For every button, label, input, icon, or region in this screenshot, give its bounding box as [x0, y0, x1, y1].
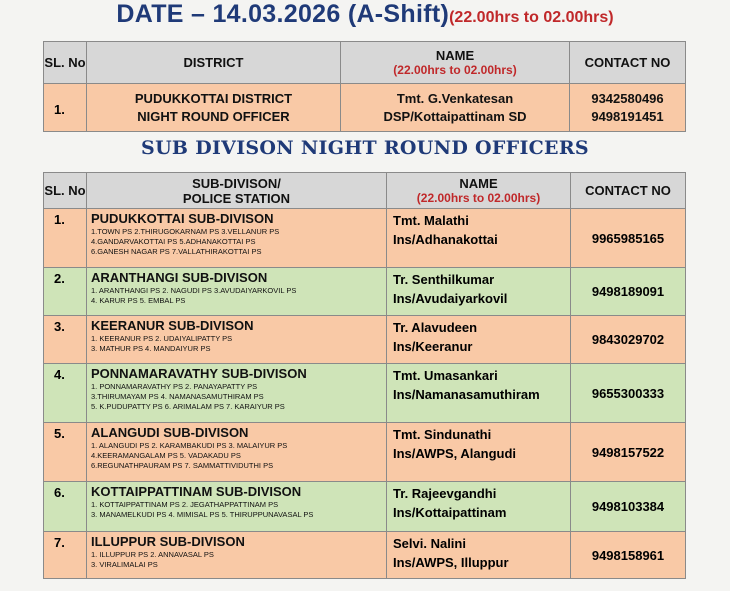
subdivision-name: KEERANUR SUB-DIVISON — [91, 318, 254, 333]
subdivision-name: ALANGUDI SUB-DIVISON — [91, 425, 249, 440]
station-line: 4.KEERAMANGALAM PS 5. VADAKADU PS — [91, 451, 241, 460]
row-district — [87, 84, 341, 132]
header-name — [387, 173, 571, 209]
row-sl: 1. — [44, 209, 87, 268]
row-subdivision — [87, 364, 387, 423]
subdivision-officer-table — [43, 172, 686, 579]
district-table-header — [44, 42, 686, 84]
station-line: 1. ALANGUDI PS 2. KARAMBAKUDI PS 3. MALAIYUR PS — [91, 441, 288, 450]
row-sl: 4. — [44, 364, 87, 423]
subdivision-row — [44, 364, 686, 423]
officer-name: Tmt. Malathi — [393, 213, 469, 228]
subdivision-row — [44, 482, 686, 532]
document-title — [0, 0, 730, 34]
row-officer — [387, 532, 571, 579]
row-sl: 5. — [44, 423, 87, 482]
row-officer — [387, 316, 571, 364]
row-contact: 9843029702 — [571, 316, 686, 364]
district-line1: PUDUKKOTTAI DISTRICT — [134, 90, 293, 106]
header-name — [341, 42, 570, 84]
station-line: 3. MATHUR PS 4. MANDAIYUR PS — [91, 344, 211, 353]
row-officer-name — [341, 84, 570, 132]
subdivision-name: ILLUPPUR SUB-DIVISON — [91, 534, 245, 549]
officer-name: Tr. Alavudeen — [393, 320, 478, 335]
officer-name: Tmt. G.Venkatesan — [396, 90, 514, 106]
subdivision-name: PUDUKKOTTAI SUB-DIVISON — [91, 211, 274, 226]
officer-designation: Ins/Namanasamuthiram — [393, 387, 540, 402]
officer-name: Tmt. Sindunathi — [393, 427, 492, 442]
header-subdivision — [87, 173, 387, 209]
row-contact — [570, 84, 686, 132]
district-officer-table — [43, 41, 686, 132]
row-officer — [387, 482, 571, 532]
officer-designation: Ins/Kottaipattinam — [393, 505, 507, 520]
subdivision-row — [44, 532, 686, 579]
district-line2: NIGHT ROUND OFFICER — [137, 108, 290, 124]
district-officer-row — [44, 84, 686, 132]
row-subdivision — [87, 268, 387, 316]
row-contact: 9655300333 — [571, 364, 686, 423]
row-contact: 9965985165 — [571, 209, 686, 268]
station-line: 1. PONNAMARAVATHY PS 2. PANAYAPATTY PS — [91, 382, 258, 391]
header-contact: CONTACT NO — [571, 173, 686, 209]
header-sl — [44, 42, 87, 84]
subdivision-name: KOTTAIPPATTINAM SUB-DIVISON — [91, 484, 302, 499]
row-contact: 9498189091 — [571, 268, 686, 316]
row-officer — [387, 209, 571, 268]
row-sl: 3. — [44, 316, 87, 364]
section-title: SUB DIVISON NIGHT ROUND OFFICERS — [141, 137, 589, 159]
header-sl-text: SL. No — [44, 55, 86, 70]
row-contact: 9498157522 — [571, 423, 686, 482]
header-subdivision-line1: SUB-DIVISON/ — [192, 175, 281, 191]
row-subdivision — [87, 532, 387, 579]
row-officer — [387, 423, 571, 482]
station-line: 3. VIRALIMALAI PS — [91, 560, 158, 569]
row-contact: 9498158961 — [571, 532, 686, 579]
subdivision-name: PONNAMARAVATHY SUB-DIVISON — [91, 366, 307, 381]
subdivision-table-header — [44, 173, 686, 209]
header-district: DISTRICT — [87, 42, 341, 84]
header-name-text: NAME — [435, 47, 475, 63]
officer-designation: Ins/Avudaiyarkovil — [393, 291, 508, 306]
officer-name: Tr. Senthilkumar — [393, 272, 495, 287]
row-sl: 1. — [44, 84, 87, 132]
header-name-timing: (22.00hrs to 02.00hrs) — [393, 62, 517, 77]
station-line: 1. KOTTAIPPATTINAM PS 2. JEGATHAPPATTINAM PS — [91, 500, 279, 509]
row-subdivision — [87, 423, 387, 482]
station-line: 1. KEERANUR PS 2. UDAIYALIPATTY PS — [91, 334, 233, 343]
row-sl: 2. — [44, 268, 87, 316]
officer-name: Tmt. Umasankari — [393, 368, 498, 383]
officer-designation: Ins/Adhanakottai — [393, 232, 498, 247]
officer-designation: Ins/AWPS, Illuppur — [393, 555, 509, 570]
row-subdivision — [87, 209, 387, 268]
subdivision-row — [44, 209, 686, 268]
station-line: 5. K.PUDUPATTY PS 6. ARIMALAM PS 7. KARAIYUR PS — [91, 402, 285, 411]
officer-name: Tr. Rajeevgandhi — [393, 486, 497, 501]
station-line: 4.GANDARVAKOTTAI PS 5.ADHANAKOTTAI PS — [91, 237, 256, 246]
title-timing: (22.00hrs to 02.00hrs) — [449, 9, 614, 26]
contact-1: 9342580496 — [591, 90, 664, 106]
officer-designation: Ins/AWPS, Alangudi — [393, 446, 517, 461]
station-line: 3. MANAMELKUDI PS 4. MIMISAL PS 5. THIRUPPUNAVASAL PS — [91, 510, 314, 519]
header-contact: CONTACT NO — [570, 42, 686, 84]
header-name-text: NAME — [459, 175, 498, 191]
header-sl: SL. No — [44, 173, 87, 209]
row-sl: 7. — [44, 532, 87, 579]
station-line: 1. ARANTHANGI PS 2. NAGUDI PS 3.AVUDAIYARKOVIL PS — [91, 286, 297, 295]
station-line: 1.TOWN PS 2.THIRUGOKARNAM PS 3.VELLANUR PS — [91, 227, 280, 236]
header-name-timing: (22.00hrs to 02.00hrs) — [416, 190, 541, 205]
row-officer — [387, 364, 571, 423]
row-sl: 6. — [44, 482, 87, 532]
officer-designation: Ins/Keeranur — [393, 339, 473, 354]
station-line: 1. ILLUPPUR PS 2. ANNAVASAL PS — [91, 550, 214, 559]
station-line: 6.REGUNATHPAURAM PS 7. SAMMATTIVIDUTHI PS — [91, 461, 274, 470]
station-line: 3.THIRUMAYAM PS 4. NAMANASAMUTHIRAM PS — [91, 392, 264, 401]
station-line: 6.GANESH NAGAR PS 7.VALLATHIRAKOTTAI PS — [91, 247, 262, 256]
title-date-shift: DATE – 14.03.2026 (A-Shift) — [116, 0, 450, 28]
row-subdivision — [87, 316, 387, 364]
subdivision-name: ARANTHANGI SUB-DIVISON — [91, 270, 268, 285]
subdivision-row — [44, 423, 686, 482]
row-officer — [387, 268, 571, 316]
officer-name: Selvi. Nalini — [393, 536, 466, 551]
subdivision-row — [44, 268, 686, 316]
row-contact: 9498103384 — [571, 482, 686, 532]
station-line: 4. KARUR PS 5. EMBAL PS — [91, 296, 186, 305]
header-subdivision-line2: POLICE STATION — [182, 190, 291, 206]
subdivision-row — [44, 316, 686, 364]
officer-designation: DSP/Kottaipattinam SD — [383, 108, 527, 124]
contact-2: 9498191451 — [591, 108, 664, 124]
row-subdivision — [87, 482, 387, 532]
